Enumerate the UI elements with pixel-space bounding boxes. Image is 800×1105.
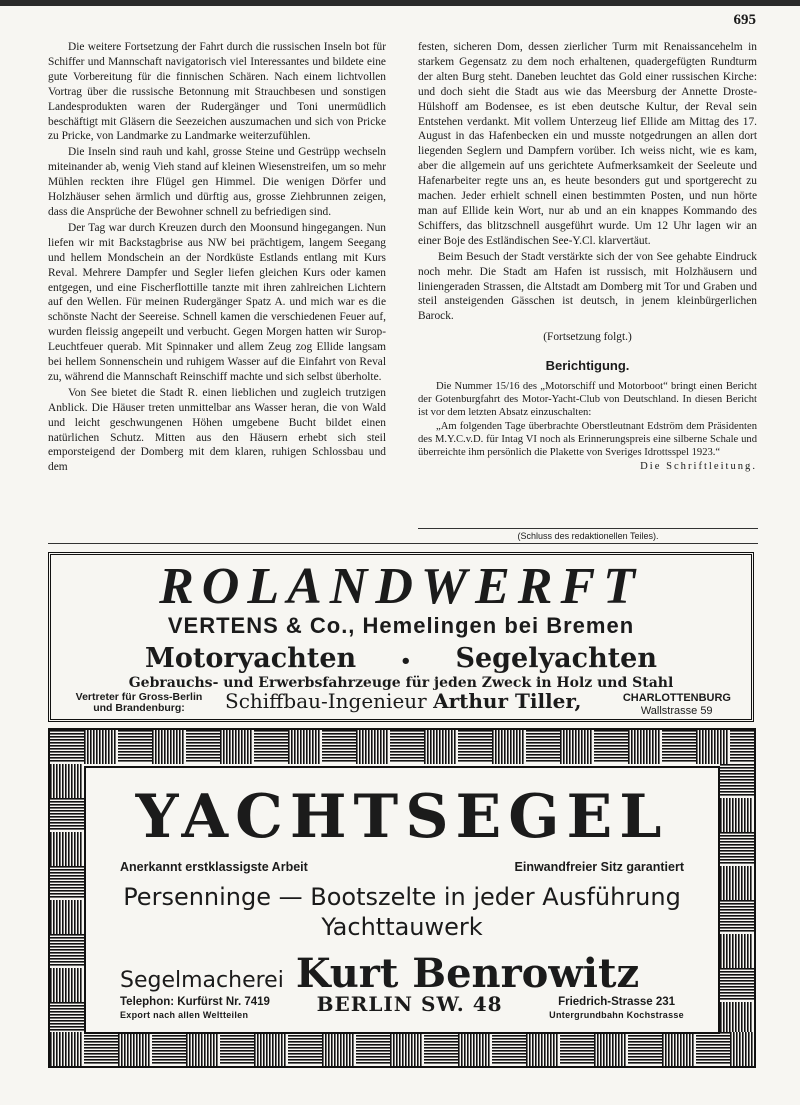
product-motoryachten: Motoryachten <box>145 643 357 674</box>
border-block <box>50 934 84 966</box>
border-block <box>560 1032 594 1064</box>
article-paragraph: Beim Besuch der Stadt verstärkte sich der von See gehabte Eindruck noch mehr. Die Stadt am Hafen ist russisch, mit Holzhäusern und liniengeraden Strassen, die Altstadt am Domberg mit Tor und Graben und steil ansteigenden Gässchen ist deutsch, in jenem kleinbürgerlichen Barock. <box>418 250 757 323</box>
border-block <box>390 1032 422 1066</box>
border-block <box>186 730 220 762</box>
border-block <box>50 1032 82 1066</box>
article-column-left <box>48 40 386 476</box>
border-block <box>356 730 388 764</box>
bullet-separator: • <box>400 651 412 672</box>
border-block <box>492 730 524 764</box>
street-address: Friedrich-Strasse 231 <box>558 996 676 1008</box>
correction-quote: „Am folgenden Tage überbrachte Oberstleutnant Edström dem Präsidenten des M.Y.C.v.D. für Intag VI noch als Erinnerungspreis eine silberne Schale und überreichte ihm persönlich die Plakette von Sveriges Idrottsspel 1923.“ <box>418 421 757 459</box>
border-block <box>662 730 696 762</box>
contact-city: BERLIN SW. 48 <box>316 992 503 1016</box>
engineer-title: Schiffbau-Ingenieur <box>225 689 427 713</box>
claim-quality: Anerkannt erstklassigste Arbeit <box>120 860 308 874</box>
yachtsegel-products <box>86 882 718 942</box>
border-block <box>560 730 592 764</box>
representative-label-line: Vertreter für Gross-Berlin <box>75 691 203 703</box>
border-block <box>720 866 752 900</box>
products-line: Persenninge — Bootszelte in jeder Ausführung <box>123 883 681 911</box>
border-block <box>322 1032 354 1066</box>
page-top-edge <box>0 0 800 6</box>
contact-phone-block <box>120 996 270 1022</box>
border-block <box>220 730 252 764</box>
border-block <box>50 764 82 798</box>
border-block <box>696 730 728 764</box>
column-divider <box>418 528 758 529</box>
border-block <box>390 730 424 762</box>
representative-label <box>69 692 209 714</box>
yachtsegel-contact <box>120 992 684 1022</box>
border-block <box>322 730 356 762</box>
border-block <box>118 1032 150 1066</box>
export-note: Export nach allen Weltteilen <box>120 1010 249 1020</box>
border-block <box>50 968 82 1002</box>
address-street: Wallstrasse 59 <box>640 705 713 717</box>
maker-label: Segelmacherei <box>120 968 284 993</box>
section-divider <box>48 543 758 544</box>
rolandwerft-title: ROLANDWERFT <box>159 558 643 615</box>
border-block <box>696 1032 730 1064</box>
rolandwerft-company: VERTENS & Co., Hemelingen bei Bremen <box>167 613 635 638</box>
border-block <box>628 1032 662 1064</box>
border-block <box>594 1032 626 1066</box>
article-paragraph: Der Tag war durch Kreuzen durch den Moonsund hingegangen. Nun liefen wir mit Backstagbrise aus NW bei prächtigem, langem Seegang und hellem Mondschein an der Nordküste Estlands entlang mit Kurs Reval. Mehrere Dampfer und Segler liefen gleichen Kurs oder kamen entgegen, und eine Fischerflottille tanzte mit ihren zahlreichen Lichtern auf den Wellen. Für meinen Rudergänger Spatz A. und mich war es die schönste Nacht der Seereise. Schnell kamen die verschiedenen Feuer auf, wurden fleissig angepeilt und verbucht. Gegen Morgen hatten wir Surop-Leuchtfeuer querab. Mit Spinnaker und allem Zeug zog Ellide langsam bei hellem Sonnenschein und ruhigem Wasser auf die Einfahrt von Reval zu, während die Mannschaft Reinschiff machte und sich selbst überholte. <box>48 221 386 383</box>
border-block <box>720 832 754 864</box>
border-block <box>458 730 492 762</box>
yachtsegel-title: YACHTSEGEL <box>135 782 669 852</box>
border-block <box>254 1032 286 1066</box>
border-block <box>720 968 754 1000</box>
border-block <box>288 730 320 764</box>
border-block <box>720 764 754 796</box>
editorial-end-note: (Schluss des redaktionellen Teiles). <box>517 531 659 541</box>
border-block <box>118 730 152 762</box>
correction-signature: Die Schriftleitung. <box>640 461 757 473</box>
subway-note: Untergrundbahn Kochstrasse <box>549 1010 684 1020</box>
border-block <box>50 832 82 866</box>
border-block <box>720 934 752 968</box>
border-block <box>288 1032 322 1064</box>
yachtsegel-advertisement <box>48 728 756 1068</box>
representative-label-line: und Brandenburg: <box>93 702 185 714</box>
article-paragraph: Von See bietet die Stadt R. einen lieblichen und zugleich trutzigen Anblick. Die Häuser treten unmittelbar ans Wasser heran, die von Wald und leicht geschwungenen Höhen umgebene Bucht bildet einen natürlichen Schutz. Mitten aus den Häusern erhebt sich steil emporsteigend der Domberg mit dem klaren, ruhigen Schlossbau und dem <box>48 386 386 474</box>
border-block <box>356 1032 390 1064</box>
yachtsegel-claims <box>120 860 684 874</box>
border-block <box>526 1032 558 1066</box>
contact-address-block <box>549 996 684 1022</box>
border-block <box>594 730 628 762</box>
owner-name: Kurt Benrowitz <box>295 950 640 997</box>
article-paragraph: Die weitere Fortsetzung der Fahrt durch die russischen Inseln bot für Schiffer und Mannschaft navigatorisch viel Interessantes und bildete eine gute Vorbereitung für die finnischen Schären. Nach einem lichtvollen Vortrag über die russische Betonnung mit Strauchbesen und sonstigen Landesprodukten waren der Rudergänger und Toni unermüdlich beschäftigt mit Gläsern die Seezeichen auszumachen und sich von Pricke zu Pricke, von Landmarke zu Landmarke weiterzufühlen. <box>48 41 386 143</box>
border-block <box>730 1032 753 1066</box>
border-block <box>720 798 752 832</box>
border-block <box>720 900 754 932</box>
border-block <box>720 1002 752 1032</box>
border-block <box>50 730 84 762</box>
border-block <box>152 1032 186 1064</box>
yachtsegel-panel <box>84 766 720 1034</box>
border-block <box>220 1032 254 1064</box>
border-block <box>50 798 84 830</box>
engineer-address <box>623 692 731 718</box>
border-block <box>84 730 116 764</box>
correction-body <box>418 380 757 473</box>
border-block <box>254 730 288 762</box>
page-number: 695 <box>733 12 756 28</box>
rolandwerft-products <box>145 643 657 674</box>
article-paragraph: festen, sicheren Dom, dessen zierlicher Turm mit Renaissancehelm in starkem Gegensatz zu dem noch erhaltenen, quadergefügten Rundturm der alten Burg steht. Daneben leuchtet das Gold einer russischen Kirche: und doch sieht die Stadt aus wie das Meersburg der Annette Droste-Hülshoff am Bodensee, es ist eben deutsche Kultur, der Reval sein Entstehen verdankt. Mit vollem Unterzeug lief Ellide am Mittag des 17. August in das Hafenbecken ein und musste notgedrungen an allen dort liegenden Seglern und Dampfern vorüber. Ich weiss nicht, wie es kam, aber die allgemein auf uns gerichtete Aufmerksamkeit der Seeleute und Hafenarbeiter regte uns an, es heute besonders gut und sportgerecht zu machen. Jeder erhielt schnell einen bestimmten Posten, und nun hörte man auf Ellide kein Wort, nur ab und an ein knappes Kommando des Schiffers, das blitzschnell ausgeführt wurde. Um 12 Uhr lagen wir an einer Boje des Estländischen See-Y.Cl. klarvertäut. <box>418 41 757 247</box>
border-block <box>186 1032 218 1066</box>
rolandwerft-tagline: Gebrauchs- und Erwerbsfahrzeuge für jeden Zweck in Holz und Stahl <box>128 675 674 691</box>
rolandwerft-advertisement <box>48 552 754 722</box>
continued-note: (Fortsetzung folgt.) <box>543 331 632 344</box>
article-column-right <box>418 40 757 473</box>
article-paragraph: Die Inseln sind rauh und kahl, grosse Steine und Gestrüpp wechseln miteinander ab, wenig Vieh stand auf kleinen Wiesenstreifen, um so mehr Mühlen reckten ihre Flügel gen Himmel. Die wenigen Dörfer und Holzhäuser sehen ärmlich und dürftig aus, grosse Ziehbrunnen zeigen, dass die Ansprüche der Bewohner schnell zu befriedigen sind. <box>48 146 386 218</box>
border-block <box>424 1032 458 1064</box>
border-block <box>84 1032 118 1064</box>
address-city: CHARLOTTENBURG <box>622 692 731 704</box>
engineer-line <box>225 689 581 713</box>
border-block <box>50 900 82 934</box>
product-segelyachten: Segelyachten <box>455 643 657 674</box>
engineer-name: Arthur Tiller, <box>433 689 582 713</box>
border-block <box>662 1032 694 1066</box>
border-block <box>526 730 560 762</box>
border-block <box>458 1032 490 1066</box>
products-line: Yachttauwerk <box>321 913 483 941</box>
phone-number: Telephon: Kurfürst Nr. 7419 <box>120 996 270 1008</box>
border-block <box>730 730 754 762</box>
border-block <box>152 730 184 764</box>
claim-fit: Einwandfreier Sitz garantiert <box>514 860 684 874</box>
border-block <box>50 1002 84 1031</box>
border-block <box>424 730 456 764</box>
border-block <box>50 866 84 898</box>
correction-text: Die Nummer 15/16 des „Motorschiff und Motorboot“ bringt einen Bericht der Gotenburgfahrt des Motor-Yacht-Club von Deutschland. In diesen Bericht ist vor dem letzten Absatz einzuschalten: <box>418 381 757 419</box>
border-block <box>492 1032 526 1064</box>
border-block <box>628 730 660 764</box>
yachtsegel-maker-line <box>120 950 684 997</box>
correction-heading: Berichtigung. <box>545 358 630 374</box>
